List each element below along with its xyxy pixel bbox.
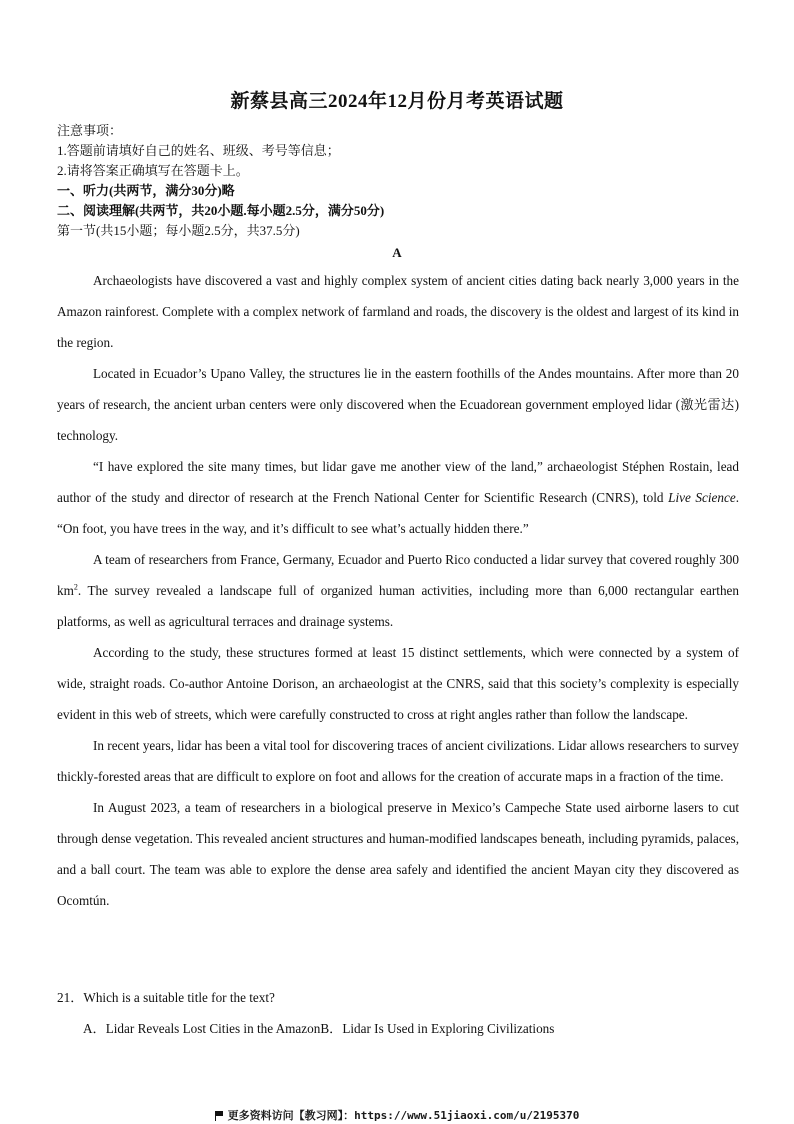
paragraph-6: In recent years, lidar has been a vital tool for discovering traces of ancient civilizations. Lidar allows researchers to survey thickly-forested areas that are difficult to explore on foot and allows for the creation of accurate maps in a fraction of the time. <box>57 738 739 784</box>
instructions <box>57 121 747 241</box>
page-title: 新蔡县高三2024年12月份月考英语试题 <box>230 91 564 112</box>
passage-body <box>57 265 739 916</box>
publication-name: Live Science <box>668 490 736 505</box>
flag-icon <box>215 1111 224 1120</box>
paragraph-5: According to the study, these structures formed at least 15 distinct settlements, which were connected by a system of wide, straight roads. Co-author Antoine Dorison, an archaeologist at the CNRS, said that this society’s complexity is especially evident in this web of streets, which were carefully constructed to cross at right angles rather than follow the landscape. <box>57 645 739 722</box>
passage-letter: A <box>392 245 402 260</box>
section-listening: 一、听力(共两节，满分30分)略 <box>57 183 235 198</box>
paragraph-7: In August 2023, a team of researchers in a biological preserve in Mexico’s Campeche State used airborne lasers to cut through dense vegetation. This revealed ancient structures and human-modified landscapes beneath, including pyramids, palaces, and a ball court. The team was able to explore the dense area safely and identified the ancient Mayan city they discovered as Ocomtún. <box>57 800 739 908</box>
paragraph-3-part-1: “I have explored the site many times, but lidar gave me another view of the land,” archaeologist Stéphen Rostain, lead author of the study and director of research at the French National Center for Scientific Research (CNRS), told <box>57 459 739 505</box>
option-b: B．Lidar Is Used in Exploring Civilizations <box>320 1021 555 1036</box>
footer-link[interactable]: 更多资料访问【教习网】：https://www.51jiaoxi.com/u/2195370 <box>227 1109 580 1122</box>
question-21-stem: 21．Which is a suitable title for the text? <box>57 990 275 1005</box>
question-21 <box>57 982 747 1044</box>
paragraph-4-part-1: A team of researchers from France, Germany, Ecuador and Puerto Rico conducted a lidar survey that covered roughly 300 km <box>57 552 739 598</box>
paragraph-2: Located in Ecuador’s Upano Valley, the structures lie in the eastern foothills of the Andes mountains. After more than 20 years of research, the ancient urban centers were only discovered when the Ecuadorean government employed lidar (激光雷达) technology. <box>57 366 739 443</box>
question-21-options <box>57 1013 747 1044</box>
footer <box>0 1107 794 1123</box>
paragraph-3 <box>57 451 739 544</box>
paragraph-4 <box>57 544 739 637</box>
superscript: 2 <box>73 582 78 592</box>
paragraph-1: Archaeologists have discovered a vast and highly complex system of ancient cities dating back nearly 3,000 years in the Amazon rainforest. Complete with a complex network of farmland and roads, the discovery is the oldest and largest of its kind in the region. <box>57 273 739 350</box>
section-part-one: 第一节(共15小题；每小题2.5分，共37.5分) <box>57 223 300 238</box>
notes-heading: 注意事项： <box>57 123 123 138</box>
paragraph-3-part-2: . “On foot, you have trees in the way, and it’s difficult to see what’s actually hidden there.” <box>57 490 739 536</box>
section-reading: 二、阅读理解(共两节，共20小题.每小题2.5分，满分50分) <box>57 203 385 218</box>
option-a: A．Lidar Reveals Lost Cities in the Amazon <box>83 1021 321 1036</box>
paragraph-4-part-2: . The survey revealed a landscape full of organized human activities, including more than 6,000 rectangular earthen platforms, as well as agricultural terraces and drainage systems. <box>57 583 739 629</box>
notes-item-1: 1.答题前请填好自己的姓名、班级、考号等信息； <box>57 143 340 158</box>
notes-item-2: 2.请将答案正确填写在答题卡上。 <box>57 163 249 178</box>
